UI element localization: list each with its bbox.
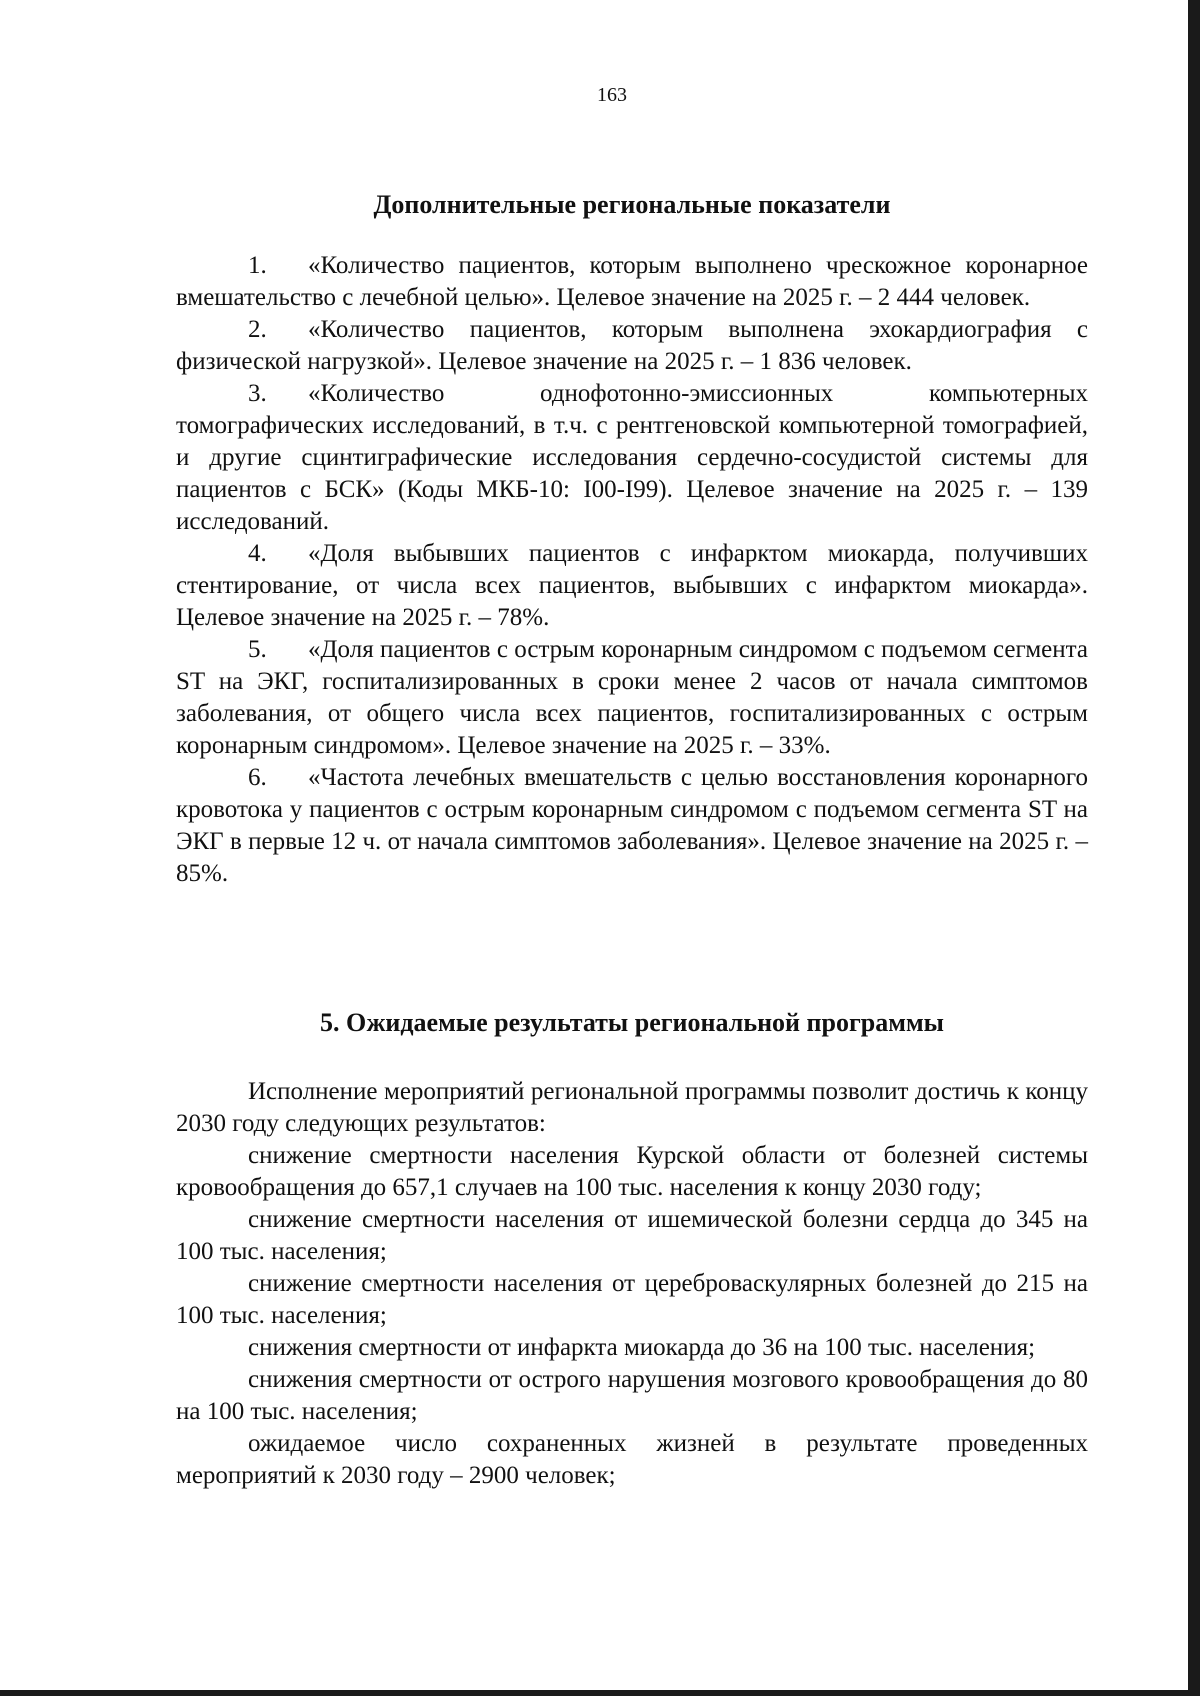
indicator-item xyxy=(176,762,1088,890)
indicator-number: 5. xyxy=(248,636,267,663)
results-paragraph: снижение смертности населения Курской области от болезней системы кровообращения до 657,1 случаев на 100 тыс. населения к концу 2030 году; xyxy=(176,1142,1088,1201)
indicator-number: 6. xyxy=(248,764,267,791)
indicator-text: «Частота лечебных вмешательств с целью восстановления коронарного кровотока у пациентов с острым коронарным синдромом с подъемом сегмента ST на ЭКГ в первые 12 ч. от начала симптомов заболевания». Целевое значение на 2025 г. – 85%. xyxy=(176,764,1088,887)
indicator-number: 3. xyxy=(248,380,267,407)
results-paragraph: снижения смертности от острого нарушения мозгового кровообращения до 80 на 100 тыс. населения; xyxy=(176,1366,1088,1425)
scan-edge-right xyxy=(1188,0,1200,1696)
indicator-item xyxy=(176,314,1088,378)
indicator-text: «Доля пациентов с острым коронарным синдромом с подъемом сегмента ST на ЭКГ, госпитализированных в сроки менее 2 часов от начала симптомов заболевания, от общего числа всех пациентов, госпитализированных с острым коронарным синдромом». Целевое значение на 2025 г. – 33%. xyxy=(176,636,1088,759)
indicator-number: 2. xyxy=(248,316,267,343)
section-heading-expected-results: 5. Ожидаемые результаты региональной программы xyxy=(320,1008,944,1037)
page-number: 163 xyxy=(597,84,627,106)
results-paragraph: снижение смертности населения от ишемической болезни сердца до 345 на 100 тыс. населения; xyxy=(176,1206,1088,1265)
indicator-number: 1. xyxy=(248,252,267,279)
results-paragraph: снижение смертности населения от цереброваскулярных болезней до 215 на 100 тыс. населения; xyxy=(176,1270,1088,1329)
indicator-item xyxy=(176,538,1088,634)
indicator-item xyxy=(176,250,1088,314)
results-paragraph: снижения смертности от инфаркта миокарда до 36 на 100 тыс. населения; xyxy=(248,1334,1036,1361)
indicator-text: «Количество однофотонно-эмиссионных компьютерных томографических исследований, в т.ч. с рентгеновской компьютерной томографией, и другие сцинтиграфические исследования сердечно-сосудистой системы для пациентов с БСК» (Коды МКБ-10: I00-I99). Целевое значение на 2025 г. – 139 исследований. xyxy=(176,380,1088,535)
indicator-text: «Количество пациентов, которым выполнена эхокардиография с физической нагрузкой». Целевое значение на 2025 г. – 1 836 человек. xyxy=(176,316,1088,375)
indicator-number: 4. xyxy=(248,540,267,567)
extra-indicators-list xyxy=(176,250,1088,890)
indicator-text: «Доля выбывших пациентов с инфарктом миокарда, получивших стентирование, от числа всех пациентов, выбывших с инфарктом миокарда». Целевое значение на 2025 г. – 78%. xyxy=(176,540,1088,631)
scan-edge-bottom xyxy=(0,1690,1200,1696)
results-paragraph: Исполнение мероприятий региональной программы позволит достичь к концу 2030 году следующих результатов: xyxy=(176,1078,1088,1137)
indicator-item xyxy=(176,634,1088,762)
indicator-text: «Количество пациентов, которым выполнено чрескожное коронарное вмешательство с лечебной целью». Целевое значение на 2025 г. – 2 444 человек. xyxy=(176,252,1088,311)
results-paragraph: ожидаемое число сохраненных жизней в результате проведенных мероприятий к 2030 году – 2900 человек; xyxy=(176,1430,1088,1489)
expected-results-text xyxy=(176,1076,1088,1492)
section-heading-extra-indicators: Дополнительные региональные показатели xyxy=(373,190,891,219)
indicator-item xyxy=(176,378,1088,538)
